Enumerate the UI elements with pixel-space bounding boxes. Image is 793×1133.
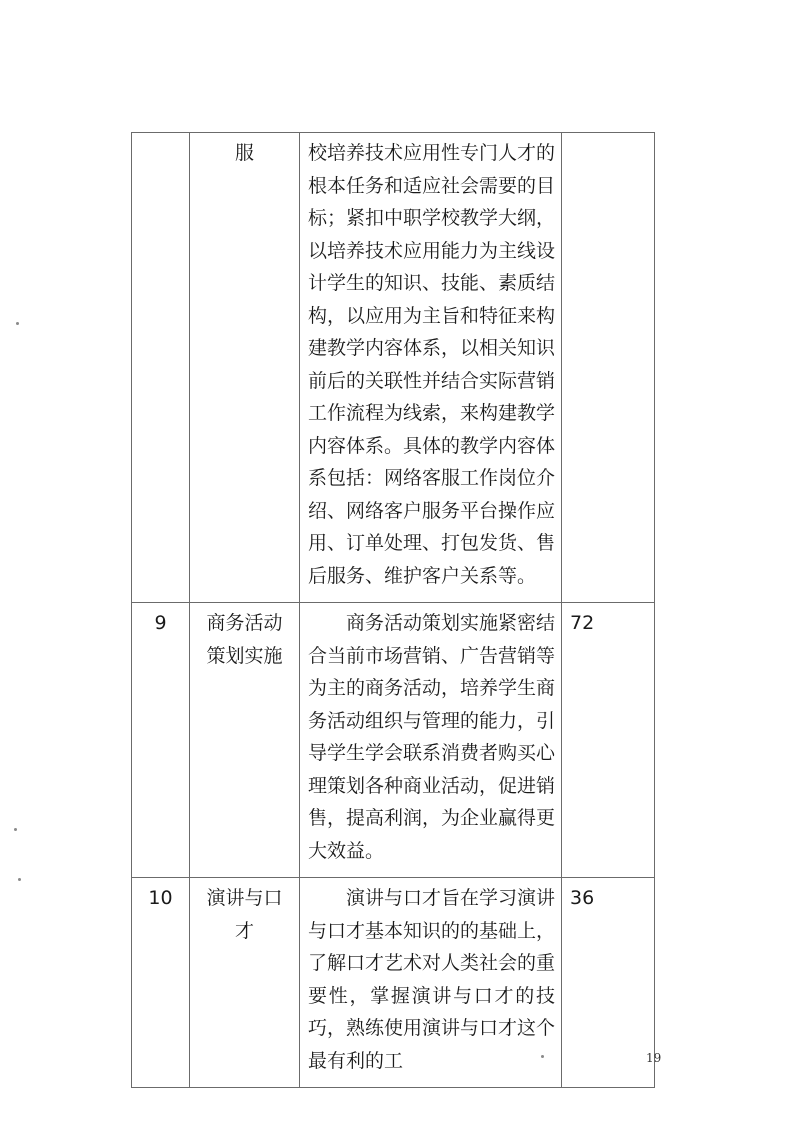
scan-speck <box>18 878 21 881</box>
course-description-cell: 商务活动策划实施紧密结合当前市场营销、广告营销等为主的商务活动，培养学生商务活动组织与管理的能力，引导学生学会联系消费者购买心理策划各种商业活动，促进销售，提高利润，为企业赢得更大效益。 <box>300 603 562 878</box>
table-row <box>132 603 655 878</box>
course-hours-cell: 72 <box>562 603 655 878</box>
course-number-cell <box>132 133 190 603</box>
scan-speck <box>541 1055 544 1058</box>
table-row <box>132 133 655 603</box>
scan-speck <box>16 322 19 325</box>
course-table <box>131 132 655 1088</box>
course-hours-cell: 36 <box>562 878 655 1088</box>
course-name-cell: 商务活动策划实施 <box>190 603 300 878</box>
course-name-cell: 服 <box>190 133 300 603</box>
course-number-cell: 9 <box>132 603 190 878</box>
course-hours-cell <box>562 133 655 603</box>
table-row <box>132 878 655 1088</box>
course-description-cell: 演讲与口才旨在学习演讲与口才基本知识的的基础上，了解口才艺术对人类社会的重要性，掌握演讲与口才的技巧，熟练使用演讲与口才这个最有利的工 <box>300 878 562 1088</box>
course-description-cell: 校培养技术应用性专门人才的根本任务和适应社会需要的目标；紧扣中职学校教学大纲，以培养技术应用能力为主线设计学生的知识、技能、素质结构，以应用为主旨和特征来构建教学内容体系，以相关知识前后的关联性并结合实际营销工作流程为线索，来构建教学内容体系。具体的教学内容体系包括：网络客服工作岗位介绍、网络客户服务平台操作应用、订单处理、打包发货、售后服务、维护客户关系等。 <box>300 133 562 603</box>
page-number: 19 <box>646 1051 662 1065</box>
course-name-cell: 演讲与口才 <box>190 878 300 1088</box>
course-number-cell: 10 <box>132 878 190 1088</box>
scan-speck <box>14 828 17 831</box>
